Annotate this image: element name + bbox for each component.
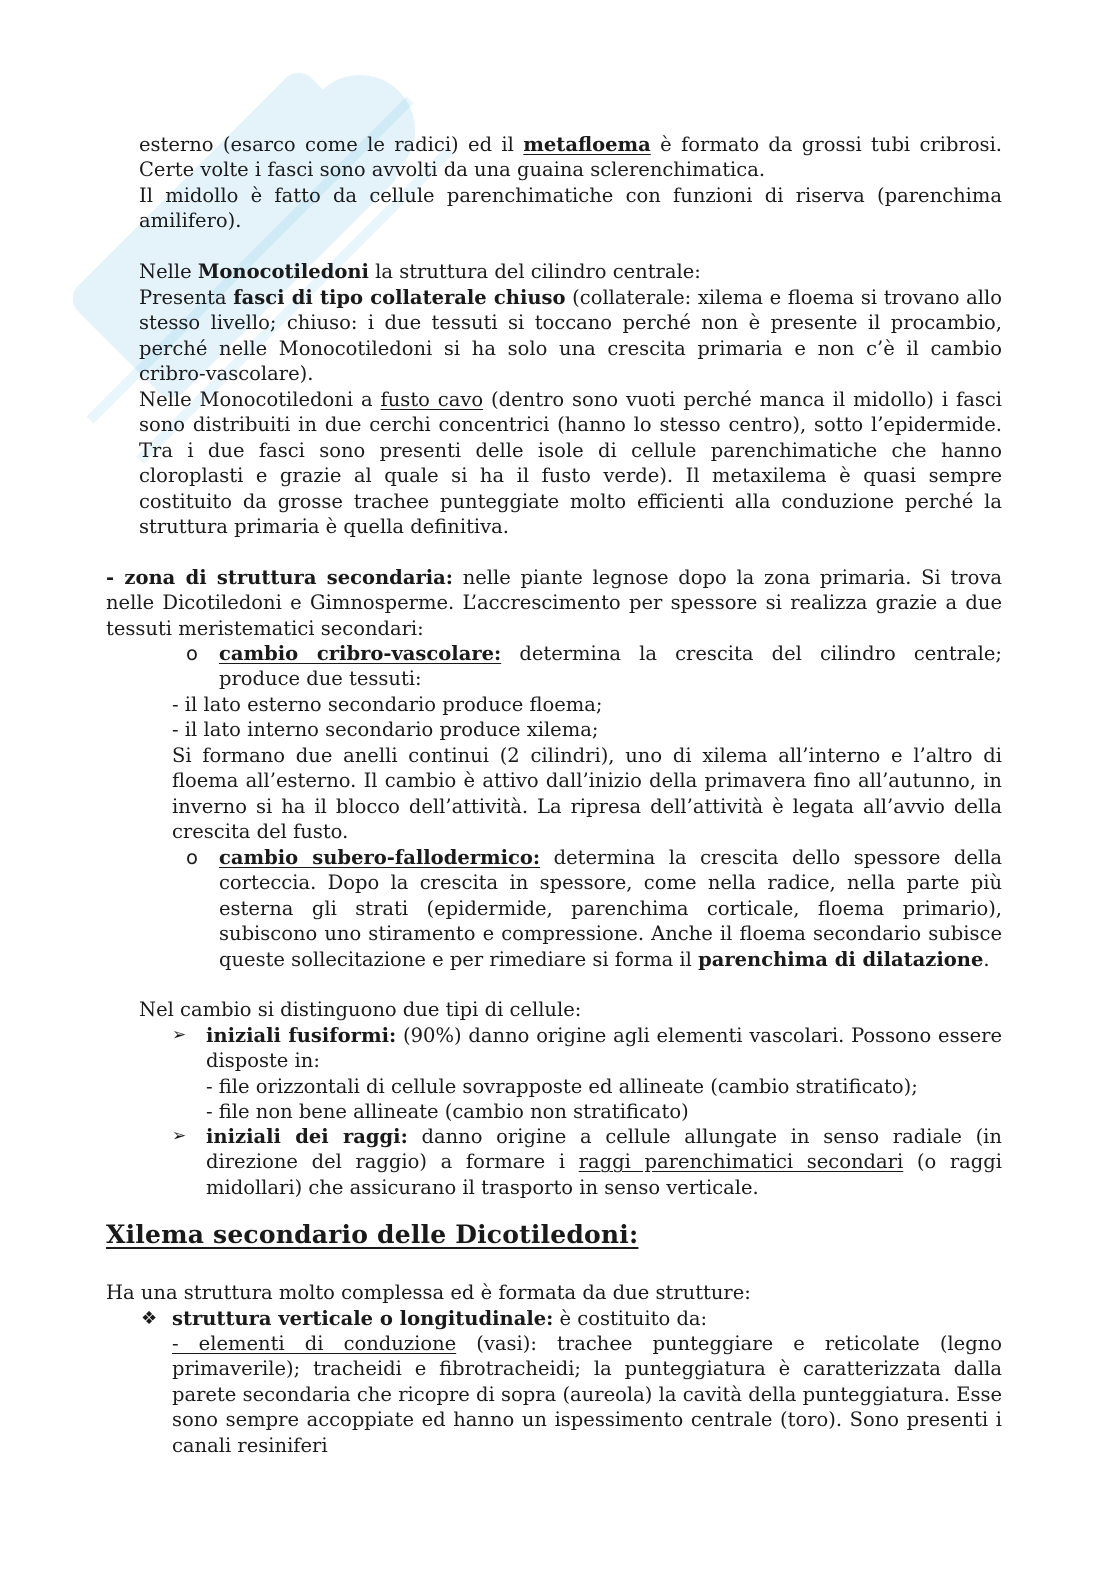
circle-bullet-icon: o xyxy=(186,846,198,869)
term-struttura-verticale: struttura verticale o longitudinale: xyxy=(172,1307,554,1330)
term-iniziali-raggi: iniziali dei raggi: xyxy=(206,1125,408,1148)
circle-bullet-icon: o xyxy=(186,642,198,665)
paragraph-anelli-continui: Si formano due anelli continui (2 cilindri), uno di xilema all’interno e l’altro di floema all’esterno. Il cambio è attivo dall’inizio della primavera fino all’autunno, in inverno si ha il blocco dell’attività. La ripresa dell’attività è legata all’avvio della crescita del fusto. xyxy=(172,744,1002,844)
paragraph-tipi-cellule: Nel cambio si distinguono due tipi di cellule: xyxy=(139,998,582,1021)
term-zona-struttura-secondaria: - zona di struttura secondaria: xyxy=(106,566,453,589)
term-fasci-collaterale-chiuso: fasci di tipo collaterale chiuso xyxy=(233,286,566,309)
term-fusto-cavo: fusto cavo xyxy=(380,388,484,411)
term-iniziali-fusiformi: iniziali fusiformi: xyxy=(206,1024,397,1047)
term-metafloema: metafloema xyxy=(523,133,651,156)
term-parenchima-dilatazione: parenchima di dilatazione xyxy=(698,947,984,971)
list-item-cambio-subero-fallodermico: cambio subero-fallodermico: determina la crescita dello spessore della corteccia. Dopo la crescita in spessore, come nella radice, nella parte più esterna gli strati (epidermide, parenchima corticale, floema primario), subiscono uno stiramento e compressione. Anche il floema secondario subisce queste sollecitazione e per rimediare si forma il parenchima di dilatazione. xyxy=(219,846,1002,971)
term-raggi-parenchimatici-secondari: raggi parenchimatici secondari xyxy=(578,1150,904,1174)
paragraph-elementi-conduzione: - elementi di conduzione (vasi): trachee punteggiare e reticolate (legno primaverile); tracheidi e fibrotracheidi; la punteggiatura è caratterizzata dalla parete secondaria che ricopre di sopra (aureola) la cavità della punteggiatura. Esse sono sempre accoppiate ed hanno un ispessimento centrale (toro). Sono presenti i canali resiniferi xyxy=(172,1332,1002,1457)
arrow-bullet-icon: ➢ xyxy=(172,1126,187,1146)
section-heading: Xilema secondario delle Dicotiledoni: xyxy=(106,1220,639,1249)
list-item-struttura-verticale: struttura verticale o longitudinale: è costituito da: xyxy=(172,1307,708,1330)
line-lato-esterno: - il lato esterno secondario produce floema; xyxy=(172,693,603,716)
term-monocotiledoni: Monocotiledoni xyxy=(197,260,369,283)
term-cambio-cribro-vascolare: cambio cribro-vascolare: xyxy=(219,642,502,665)
paragraph-fasci-collaterale: Presenta fasci di tipo collaterale chiuso (collaterale: xilema e floema si trovano allo stesso livello; chiuso: i due tessuti si toccano perché non è presente il procambio, perché nelle Monocotiledoni si ha solo una crescita primaria e non c’è il cambio cribro-vascolare). xyxy=(139,286,1002,386)
term-cambio-subero-fallodermico: cambio subero-fallodermico: xyxy=(219,846,541,869)
term-elementi-conduzione: - elementi di conduzione xyxy=(172,1332,457,1355)
line-lato-interno: - il lato interno secondario produce xilema; xyxy=(172,718,599,741)
list-item-cambio-cribro-vascolare: cambio cribro-vascolare: determina la crescita del cilindro centrale; produce due tessuti: xyxy=(219,642,1002,691)
arrow-bullet-icon: ➢ xyxy=(172,1025,187,1045)
line-file-orizzontali: - file orizzontali di cellule sovrapposte ed allineate (cambio stratificato); xyxy=(206,1075,918,1098)
paragraph-monocotiledoni-intro: Nelle Monocotiledoni la struttura del cilindro centrale: xyxy=(139,260,701,283)
paragraph-fusto-cavo: Nelle Monocotiledoni a fusto cavo (dentro sono vuoti perché manca il midollo) i fasci sono distribuiti in due cerchi concentrici (hanno lo stesso centro), sotto l’epidermide. Tra i due fasci sono presenti delle isole di cellule parenchimatiche che hanno cloroplasti e grazie al quale si ha il fusto verde). Il metaxilema è quasi sempre costituito da grosse trachee punteggiate molto efficienti alla conduzione perché la struttura primaria è quella definitiva. xyxy=(139,388,1002,539)
list-item-iniziali-fusiformi: iniziali fusiformi: (90%) danno origine agli elementi vascolari. Possono essere disposte in: xyxy=(206,1024,1002,1073)
list-item-iniziali-raggi: iniziali dei raggi: danno origine a cellule allungate in senso radiale (in direzione del raggio) a formare i raggi parenchimatici secondari (o raggi midollari) che assicurano il trasporto in senso verticale. xyxy=(206,1125,1003,1199)
paragraph-struttura-complessa: Ha una struttura molto complessa ed è formata da due strutture: xyxy=(106,1281,751,1304)
line-file-non-allineate: - file non bene allineate (cambio non stratificato) xyxy=(206,1100,689,1123)
diamond-bullet-icon: ❖ xyxy=(141,1308,158,1329)
paragraph-metafloema: esterno (esarco come le radici) ed il metafloema è formato da grossi tubi cribrosi. Certe volte i fasci sono avvolti da una guaina sclerenchimatica. xyxy=(139,133,1003,182)
paragraph-struttura-secondaria: - zona di struttura secondaria: nelle piante legnose dopo la zona primaria. Si trova nelle Dicotiledoni e Gimnosperme. L’accrescimento per spessore si realizza grazie a due tessuti meristematici secondari: xyxy=(106,566,1003,640)
paragraph-midollo: Il midollo è fatto da cellule parenchimatiche con funzioni di riserva (parenchima amilifero). xyxy=(139,184,1002,233)
